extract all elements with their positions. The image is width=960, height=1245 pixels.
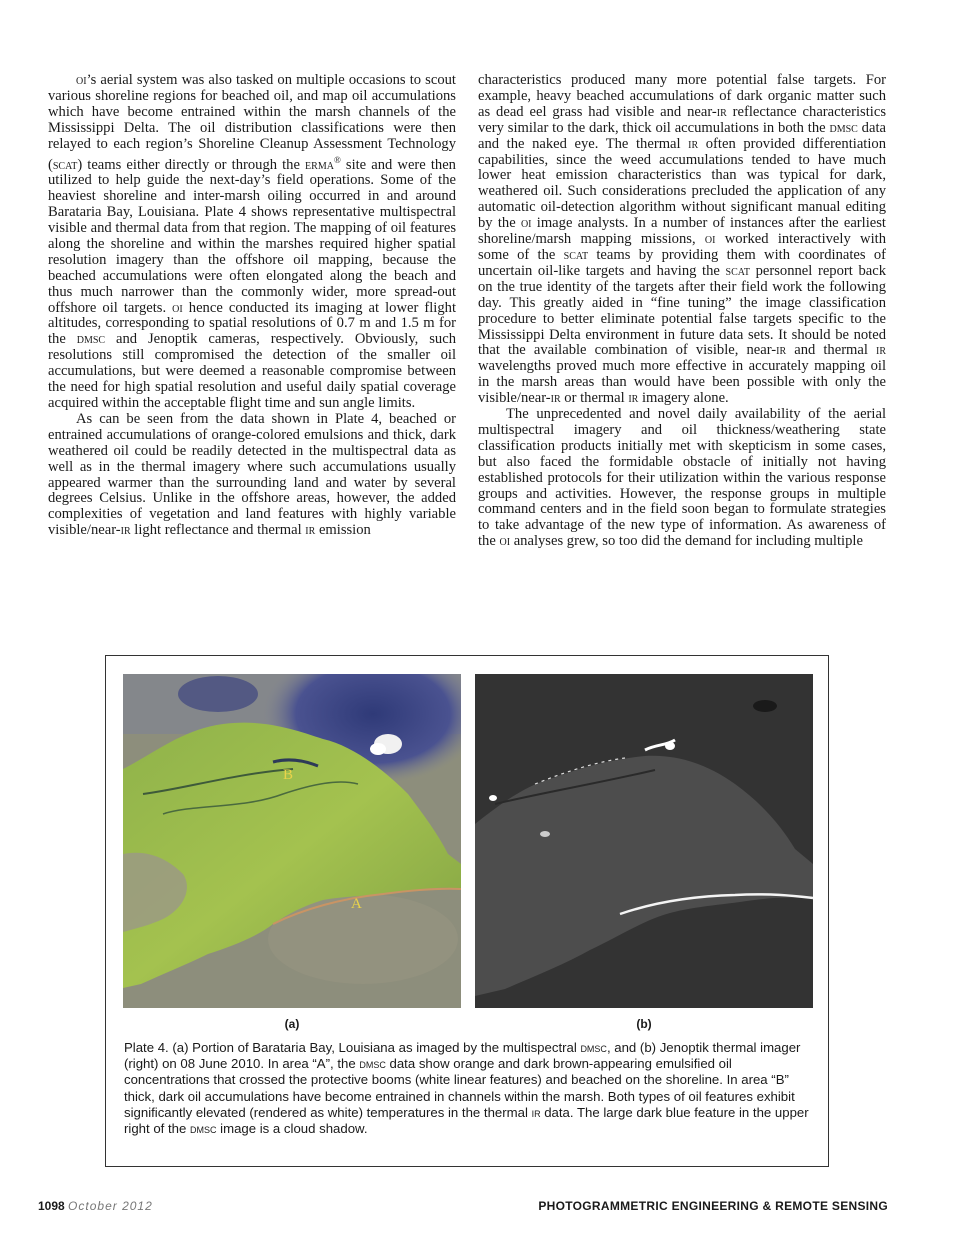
thermal-image-panel	[475, 674, 813, 1008]
registered-mark: ®	[333, 154, 341, 165]
panel-a-label: (a)	[284, 1017, 300, 1031]
area-a-marker: A	[351, 896, 362, 912]
abbreviation: ir	[716, 103, 727, 120]
multispectral-image-panel	[123, 674, 461, 1008]
abbreviation: dmsc	[76, 331, 106, 348]
plate-4-figure	[105, 655, 829, 1167]
abbreviation: scat	[52, 156, 78, 173]
abbreviation: ir	[776, 342, 787, 359]
abbreviation: ir	[876, 342, 887, 359]
right-column	[478, 73, 886, 550]
abbreviation: ir	[120, 522, 131, 539]
body-paragraph: characteristics produced many more potential false targets. For example, heavy beached accumulations of dark organic matter such as dead eel grass had visible and near-ir reflectance characteristics very similar to the dark, thick oil accumulations in both the dmsc data and the naked eye. The thermal ir often provided differentiation capabilities, since the weed accumulations tended to have much lower heat emission characteristics than was typical for dark, weathered oil. Such considerations precluded the application of any automatic oil-detection algorithm without significant manual editing by the oi image analysts. In a number of instances after the earliest shoreline/marsh mapping missions, oi worked interactively with some of the scat teams by providing them with coordinates of uncertain oil-like targets and having the scat personnel report back on the true identity of the targets after their field work the following day. This greatly aided in “fine tuning” the image classification procedure to better eliminate potential false targets specific to the Mississippi Delta environment in future data sets. It should be noted that the available combination of visible, near-ir and thermal ir wavelengths proved much more effective in accurately mapping oil in the marsh areas than would have been possible with only the visible/near-ir or thermal ir imagery alone.	[478, 72, 887, 407]
body-paragraph: The unprecedented and novel daily availability of the aerial multispectral imagery and oil thickness/weathering state classification products initially met with skepticism in some cases, but also faced the formidable obstacle of initially not having established protocols for their utilization within the various response groups and activities. However, the response groups in multiple command centers and in the field soon began to formulate strategies to take advantage of the new type of information. As awareness of the oi analyses grew, so too did the demand for including multiple	[478, 406, 886, 550]
abbreviation: scat	[725, 262, 750, 279]
page-footer-left	[38, 1199, 153, 1213]
abbreviation: oi	[76, 72, 87, 88]
abbreviation: ir	[305, 522, 316, 539]
abbreviation: ir	[531, 1104, 541, 1120]
body-paragraph: oi’s aerial system was also tasked on multiple occasions to scout various shoreline regions for beached oil, and map oil accumulations which have become entrained within the marsh channels of the Mississippi Delta. The oil distribution classifications were then relayed to each region’s Shoreline Cleanup Assessment Technology (scat) teams either directly or through the erma® site and were then utilized to help guide the next-day’s field operations. Some of the heaviest shoreline and inter-marsh oiling occurred in and around Barataria Bay, Louisiana. Plate 4 shows representative multispectral visible and thermal data from that region. The mapping of oil features along the shoreline and within the marshes required higher spatial resolution imagery than the offshore oil mapping, because the beached accumulations were often elongated along the beach and thus much narrower than the commonly wider, more spread-out offshore oil targets. oi hence conducted its imaging at lower flight altitudes, corresponding to spatial resolutions of 0.7 m and 1.5 m for the dmsc and Jenoptik cameras, respectively. Obviously, such resolutions still compromised the detection of the smaller oil accumulations, but were deemed a reasonable compromise between the need for high spatial resolution and useful daily spatial coverage acquired within the acceptable flight time and sun angle limits.	[48, 72, 456, 411]
page-number: 1098	[38, 1199, 65, 1213]
abbreviation: dmsc	[189, 1121, 217, 1137]
issue-date: October 2012	[68, 1199, 153, 1213]
abbreviation: oi	[499, 533, 511, 550]
abbreviation: erma	[305, 156, 334, 173]
abbreviation: scat	[563, 246, 589, 263]
abbreviation: dmsc	[580, 1040, 607, 1055]
thermal-image	[475, 674, 813, 1008]
abbreviation: ir	[550, 390, 561, 407]
abbreviation: dmsc	[359, 1056, 386, 1072]
panel-b-label: (b)	[636, 1017, 652, 1031]
abbreviation: oi	[704, 231, 716, 248]
area-b-marker: B	[283, 767, 294, 783]
abbreviation: dmsc	[829, 119, 858, 136]
body-paragraph: As can be seen from the data shown in Plate 4, beached or entrained accumulations of orange-colored emulsions and thick, dark weathered oil could be readily detected in the multispectral data as well as in the thermal imagery where such accumulations usually appeared warmer than the surrounding land and water by several degrees Celsius. Unlike in the offshore areas, however, the added complexities of vegetation and land features with highly variable visible/near-ir light reflectance and thermal ir emission	[48, 410, 456, 539]
figure-caption: Plate 4. (a) Portion of Barataria Bay, Louisiana as imaged by the multispectral dmsc, and (b) Jenoptik thermal imager (right) on 08 June 2010. In area “A”, the dmsc data show orange and dark brown-appearing emulsified oil concentrations that crossed the protective booms (white linear features) and beached on the shoreline. In area “B” thick, dark oil accumulations have become entrained in channels within the marsh. Both types of oil features exhibit significantly elevated (rendered as white) temperatures in the thermal ir data. The large dark blue feature in the upper right of the dmsc image is a cloud shadow.	[124, 1040, 809, 1137]
abbreviation: ir	[628, 390, 639, 407]
multispectral-image	[123, 674, 461, 1008]
abbreviation: oi	[172, 299, 183, 316]
abbreviation: oi	[520, 215, 532, 232]
left-column	[48, 73, 456, 539]
journal-name: PHOTOGRAMMETRIC ENGINEERING & REMOTE SENSING	[538, 1199, 888, 1213]
abbreviation: ir	[688, 135, 699, 152]
